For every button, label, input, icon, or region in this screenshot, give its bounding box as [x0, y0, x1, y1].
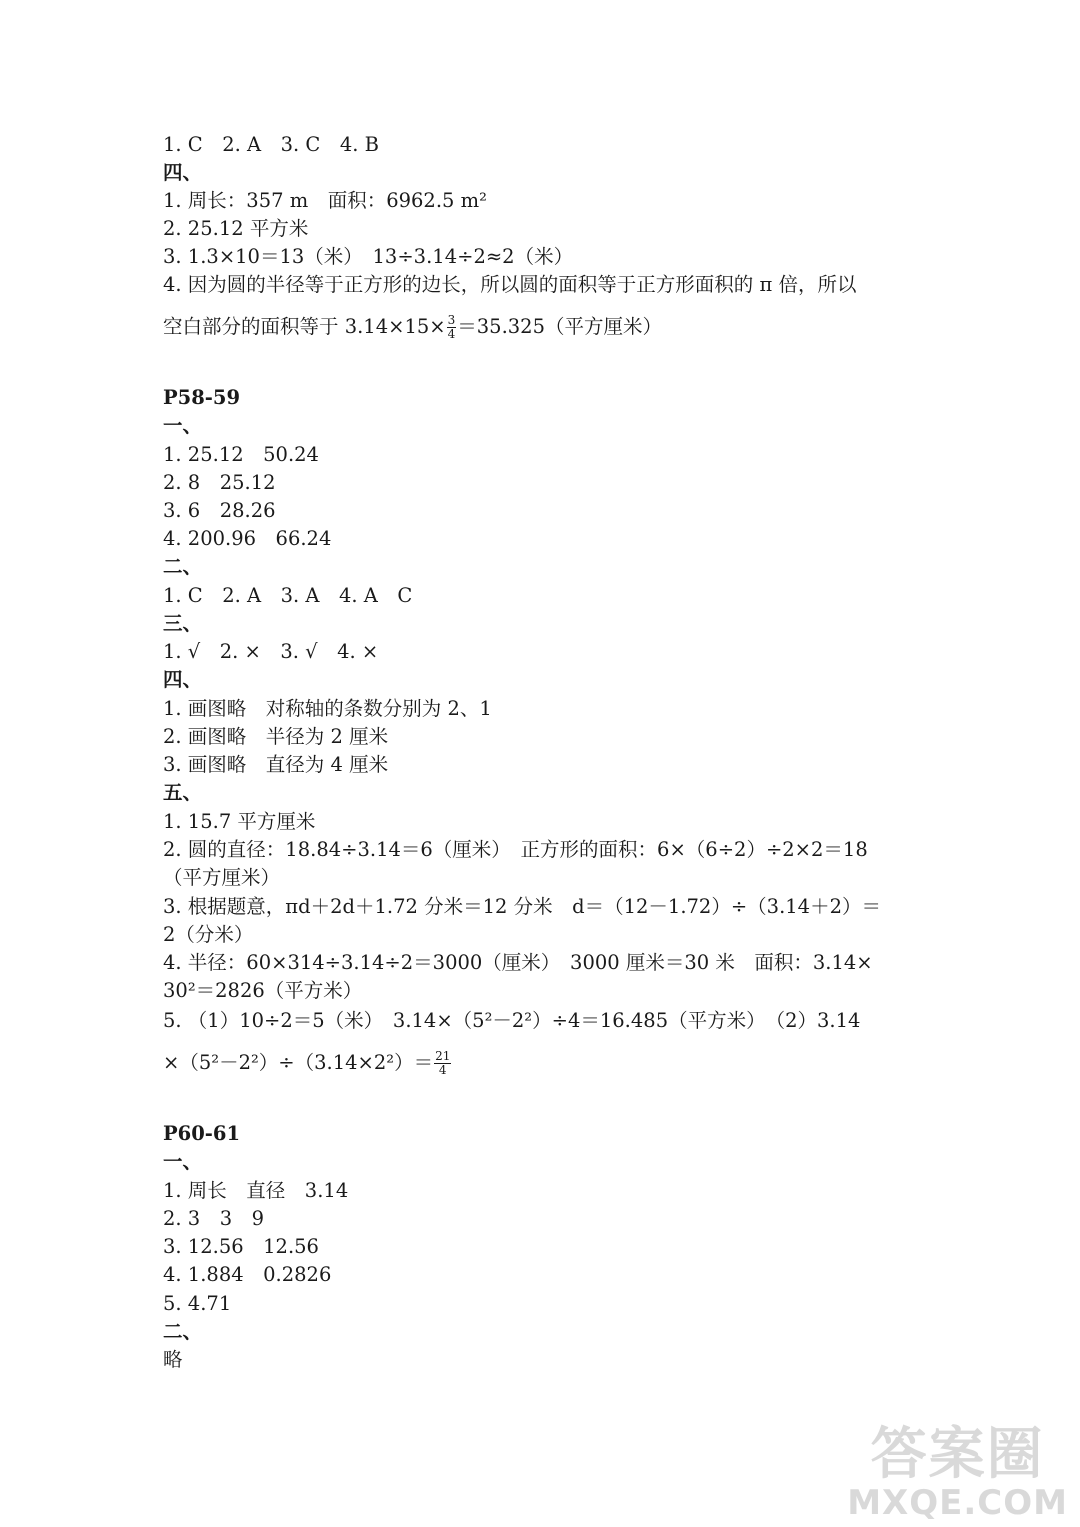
fraction-denominator: 4: [447, 327, 456, 341]
fraction: [447, 314, 457, 341]
section-heading: 三、: [163, 612, 203, 635]
section-heading: 四、: [163, 668, 203, 691]
section-heading: 一、: [163, 1150, 203, 1173]
text-segment: 空白部分的面积等于 3.14×15×: [163, 315, 446, 338]
answer-line: （平方厘米）: [163, 866, 281, 889]
answer-line: 4. 因为圆的半径等于正方形的边长，所以圆的面积等于正方形面积的 π 倍，所以: [163, 273, 857, 296]
answer-line: 3. 画图略 直径为 4 厘米: [163, 753, 389, 776]
answer-line: 5. 4.71: [163, 1292, 232, 1315]
answer-line: 略: [163, 1348, 183, 1371]
section-heading: 二、: [163, 555, 203, 578]
page-range-title: P58-59: [163, 386, 241, 409]
answer-line: 4. 200.96 66.24: [163, 527, 332, 550]
page-range-title: P60-61: [163, 1122, 241, 1145]
section-heading: 四、: [163, 161, 203, 184]
text-segment: ×（5²－2²）÷（3.14×2²）＝: [163, 1051, 434, 1074]
answer-line: 4. 半径：60×314÷3.14÷2＝3000（厘米） 3000 厘米＝30 米 面积：3.14×: [163, 951, 873, 974]
fraction-denominator: 4: [438, 1063, 447, 1077]
answer-line: 4. 1.884 0.2826: [163, 1263, 332, 1286]
answer-line: 1. C 2. A 3. C 4. B: [163, 133, 379, 156]
text-segment: ＝35.325（平方厘米）: [457, 315, 662, 338]
answer-line: 2（分米）: [163, 923, 254, 946]
answer-line: 30²＝2826（平方米）: [163, 979, 363, 1002]
answer-line: 5. （1）10÷2＝5（米） 3.14×（5²－2²）÷4＝16.485（平方米） （2）3.14: [163, 1009, 861, 1032]
answer-line: 2. 25.12 平方米: [163, 217, 309, 240]
answer-line: 2. 3 3 9: [163, 1207, 265, 1230]
answer-line: 1. 周长：357 m 面积：6962.5 m²: [163, 189, 487, 212]
answer-line: 3. 6 28.26: [163, 499, 276, 522]
answer-line: 3. 12.56 12.56: [163, 1235, 319, 1258]
section-heading: 五、: [163, 781, 203, 804]
answer-line: 1. √ 2. × 3. √ 4. ×: [163, 640, 379, 663]
section-heading: 一、: [163, 414, 203, 437]
fraction-numerator: 3: [447, 313, 456, 327]
answer-line: 1. 15.7 平方厘米: [163, 810, 316, 833]
answer-line: 1. 周长 直径 3.14: [163, 1179, 349, 1202]
answer-line: 1. 25.12 50.24: [163, 443, 319, 466]
fraction: [434, 1050, 451, 1077]
fraction-numerator: 21: [435, 1049, 451, 1063]
watermark-url: MXQE.COM: [847, 1483, 1068, 1523]
answer-line: 2. 8 25.12: [163, 471, 276, 494]
watermark-logo: [847, 1422, 1068, 1523]
answer-line: 2. 画图略 半径为 2 厘米: [163, 725, 389, 748]
watermark-cn: 答案圈: [870, 1422, 1045, 1487]
answer-line: 1. C 2. A 3. A 4. A C: [163, 584, 413, 607]
section-heading: 二、: [163, 1320, 203, 1343]
answer-line: 3. 1.3×10＝13（米） 13÷3.14÷2≈2（米）: [163, 245, 574, 268]
answer-line: 1. 画图略 对称轴的条数分别为 2、1: [163, 697, 492, 720]
answer-line-with-fraction: [163, 313, 662, 341]
answer-line: 3. 根据题意，πd＋2d＋1.72 分米＝12 分米 d＝（12－1.72）÷（3.14＋2）＝: [163, 895, 881, 918]
answer-line-with-fraction: [163, 1049, 452, 1077]
answer-line: 2. 圆的直径：18.84÷3.14＝6（厘米） 正方形的面积：6×（6÷2）÷2×2＝18: [163, 838, 868, 861]
